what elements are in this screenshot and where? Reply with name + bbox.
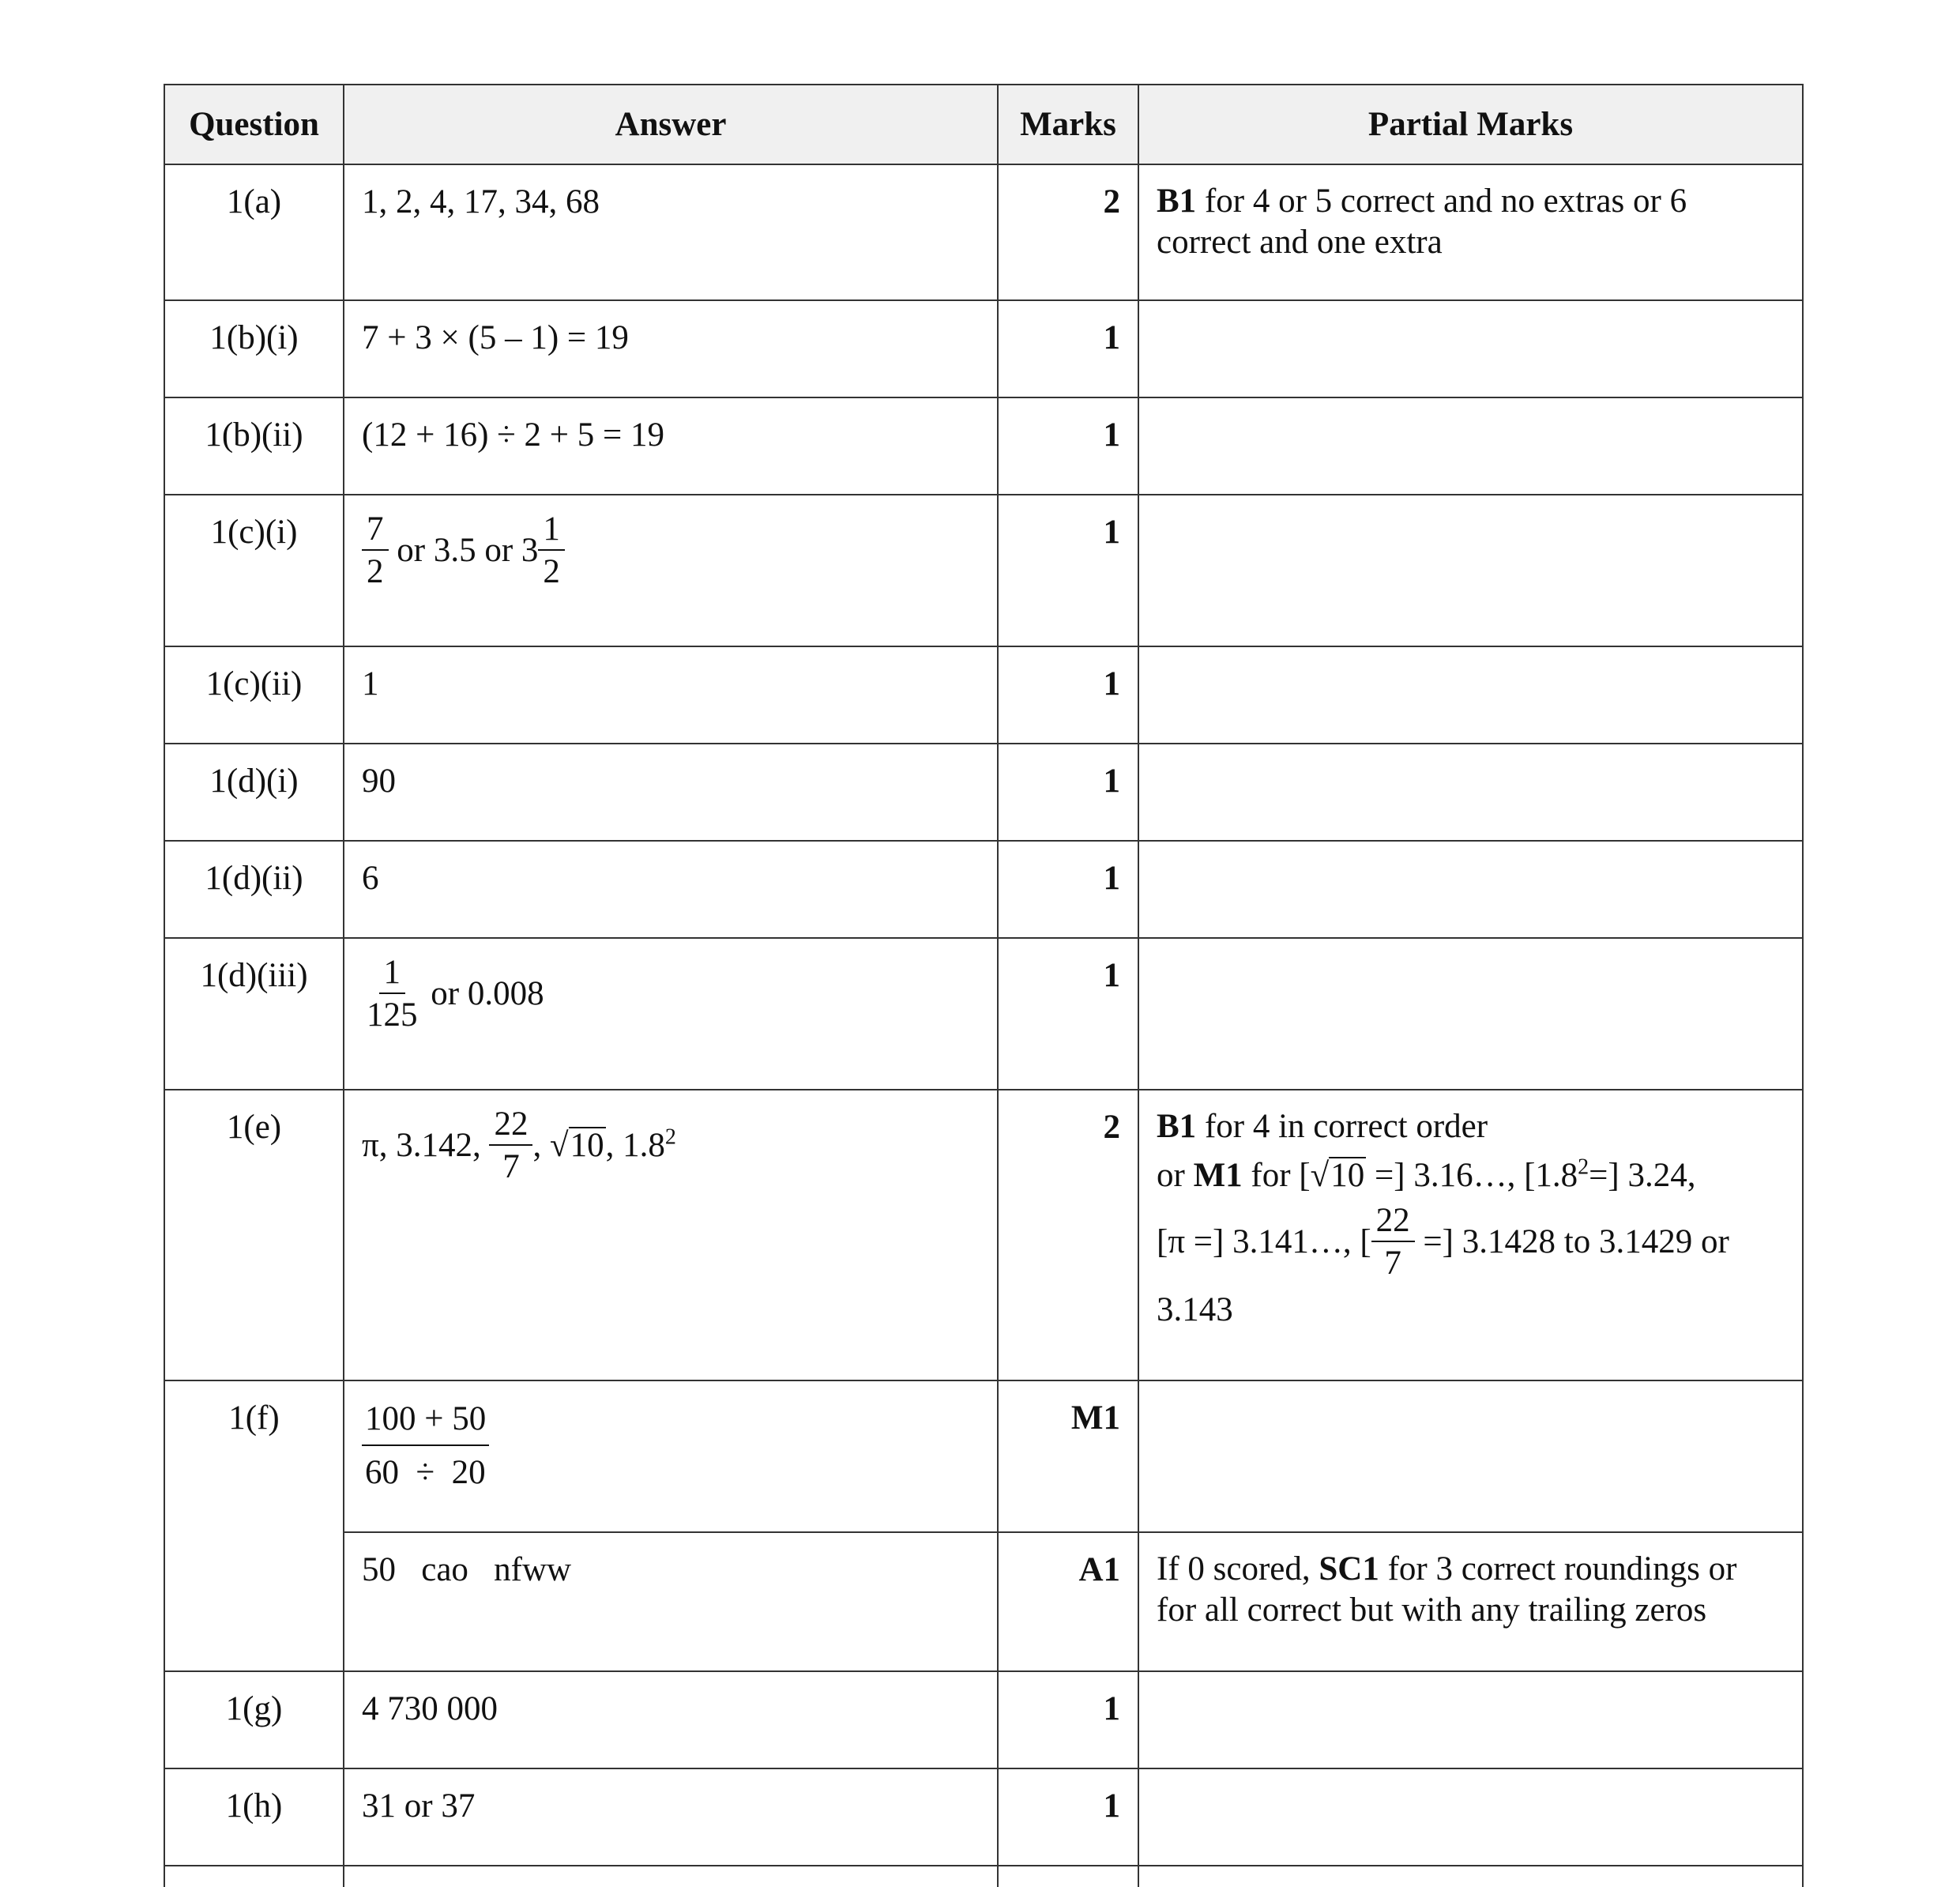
partial-text: for [ (1242, 1157, 1311, 1194)
answer-cell: 7 + 3 × (5 – 1) = 19 (344, 300, 998, 397)
marks-cell: 1 (998, 397, 1138, 495)
question-cell: 1(d)(i) (164, 744, 344, 841)
square-root: √10 (549, 1127, 604, 1164)
table-row (164, 938, 1803, 1090)
table-row (164, 1090, 1803, 1380)
question-cell: 1(d)(ii) (164, 841, 344, 938)
table-row (164, 1380, 1803, 1532)
table-row (164, 1768, 1803, 1866)
answer-text (605, 1124, 676, 1164)
question-cell: 1(c)(i) (164, 495, 344, 646)
partial-marks-cell (1138, 744, 1803, 841)
fraction-numerator: 100 + 50 (362, 1397, 489, 1446)
partial-text: =] 3.24, (1589, 1157, 1696, 1194)
answer-cell: 50 cao nfww (344, 1532, 998, 1671)
partial-text: If 0 scored, (1157, 1550, 1319, 1588)
table-row (164, 744, 1803, 841)
answer-text: or 0.008 (422, 975, 544, 1012)
partial-marks-cell (1138, 164, 1803, 300)
partial-line: 3.143 (1157, 1291, 1233, 1328)
header-row (164, 85, 1803, 164)
question-cell: 1(b)(ii) (164, 397, 344, 495)
mark-code: B1 (1157, 1108, 1197, 1145)
marks-cell: 1 (998, 646, 1138, 744)
fraction (362, 955, 423, 1034)
empty-cell (1138, 1866, 1803, 1887)
radicand: 10 (570, 1127, 604, 1164)
partial-marks-cell (1138, 1380, 1803, 1532)
fraction-denominator: 7 (502, 1148, 520, 1185)
answer-cell: 6 (344, 841, 998, 938)
partial-marks-cell (1138, 1532, 1803, 1671)
table-row (164, 841, 1803, 938)
square-root: √10 (1310, 1157, 1365, 1194)
partial-text: or (1157, 1157, 1194, 1194)
fraction (362, 511, 389, 590)
answer-cell: 90 (344, 744, 998, 841)
superscript: 2 (664, 1124, 676, 1150)
fraction (1371, 1203, 1415, 1282)
answer-cell: 4 730 000 (344, 1671, 998, 1768)
fraction (489, 1106, 532, 1185)
partial-marks-cell (1138, 1671, 1803, 1768)
partial-text: for 4 in correct order (1196, 1108, 1488, 1145)
question-cell: 1(b)(i) (164, 300, 344, 397)
table-row (164, 300, 1803, 397)
answer-cell: (12 + 16) ÷ 2 + 5 = 19 (344, 397, 998, 495)
fraction-numerator: 22 (1371, 1203, 1415, 1242)
partial-line (1157, 1155, 1785, 1196)
fraction-denominator: 125 (367, 996, 418, 1034)
marks-cell: M1 (998, 1380, 1138, 1532)
answer-cell (344, 1380, 998, 1532)
fraction-numerator: 1 (379, 955, 406, 994)
marks-cell: 2 (998, 1090, 1138, 1380)
table-row (164, 1532, 1803, 1671)
question-cell: 1(h) (164, 1768, 344, 1866)
fraction (362, 1397, 489, 1495)
marks-cell: 1 (998, 938, 1138, 1090)
partial-line (1157, 1203, 1785, 1282)
fraction-denominator: 60 ÷ 20 (365, 1454, 486, 1491)
answer-text: or 3.5 or 3 (388, 532, 539, 569)
mark-code: M1 (1193, 1157, 1243, 1194)
marks-cell: 1 (998, 1768, 1138, 1866)
empty-cell (998, 1866, 1138, 1887)
empty-cell (344, 1866, 998, 1887)
fraction-numerator: 22 (489, 1106, 532, 1146)
partial-marks-cell (1138, 1090, 1803, 1380)
partial-text: for 4 or 5 correct and no extras or 6 correct and one extra (1157, 183, 1687, 261)
marks-cell: 1 (998, 495, 1138, 646)
partial-text: =] 3.16…, [1.8 (1366, 1157, 1578, 1194)
question-cell: 1(f) (164, 1380, 344, 1671)
marks-cell: 2 (998, 164, 1138, 300)
answer-cell: 31 or 37 (344, 1768, 998, 1866)
partial-marks-cell (1138, 646, 1803, 744)
header-marks: Marks (998, 85, 1138, 164)
radicand: 10 (1330, 1157, 1365, 1194)
fraction-denominator: 2 (367, 553, 384, 590)
marks-cell: A1 (998, 1532, 1138, 1671)
partial-text: =] 3.1428 to 3.1429 or (1414, 1223, 1729, 1260)
header-partial-marks: Partial Marks (1138, 85, 1803, 164)
marks-cell: 1 (998, 1671, 1138, 1768)
partial-marks-cell (1138, 397, 1803, 495)
fraction-denominator: 2 (543, 553, 560, 590)
table-row-continuation (164, 1866, 1803, 1887)
table-row (164, 1671, 1803, 1768)
partial-marks-cell (1138, 938, 1803, 1090)
table-row (164, 397, 1803, 495)
partial-text: [π =] 3.141…, [ (1157, 1223, 1371, 1260)
mark-scheme-table (164, 84, 1804, 1887)
marks-cell: 1 (998, 300, 1138, 397)
answer-cell (344, 495, 998, 646)
fraction-denominator: 7 (1384, 1245, 1401, 1282)
marks-cell: 1 (998, 841, 1138, 938)
fraction (538, 511, 565, 590)
header-question: Question (164, 85, 344, 164)
partial-marks-cell (1138, 841, 1803, 938)
partial-marks-cell (1138, 1768, 1803, 1866)
empty-cell (164, 1866, 344, 1887)
header-answer: Answer (344, 85, 998, 164)
partial-marks-cell (1138, 495, 1803, 646)
mark-code: B1 (1157, 183, 1197, 220)
marks-cell: 1 (998, 744, 1138, 841)
answer-cell (344, 938, 998, 1090)
table-row (164, 646, 1803, 744)
answer-text: π, 3.142, (362, 1127, 481, 1164)
question-cell: 1(a) (164, 164, 344, 300)
answer-text-end: , 1.8 (605, 1127, 665, 1164)
partial-text: for 3 correct roundings or for all correct but with any trailing zeros (1157, 1550, 1737, 1629)
table-row (164, 495, 1803, 646)
fraction-numerator: 7 (362, 511, 389, 551)
answer-cell: 1, 2, 4, 17, 34, 68 (344, 164, 998, 300)
answer-cell: 1 (344, 646, 998, 744)
answer-cell (344, 1090, 998, 1380)
partial-marks-cell (1138, 300, 1803, 397)
question-cell: 1(c)(ii) (164, 646, 344, 744)
question-cell: 1(e) (164, 1090, 344, 1380)
fraction-numerator: 1 (538, 511, 565, 551)
answer-text: , (532, 1127, 542, 1164)
table-row (164, 164, 1803, 300)
mark-code: SC1 (1319, 1550, 1379, 1588)
superscript: 2 (1578, 1154, 1589, 1180)
question-cell: 1(d)(iii) (164, 938, 344, 1090)
question-cell: 1(g) (164, 1671, 344, 1768)
partial-line (1157, 1106, 1785, 1147)
